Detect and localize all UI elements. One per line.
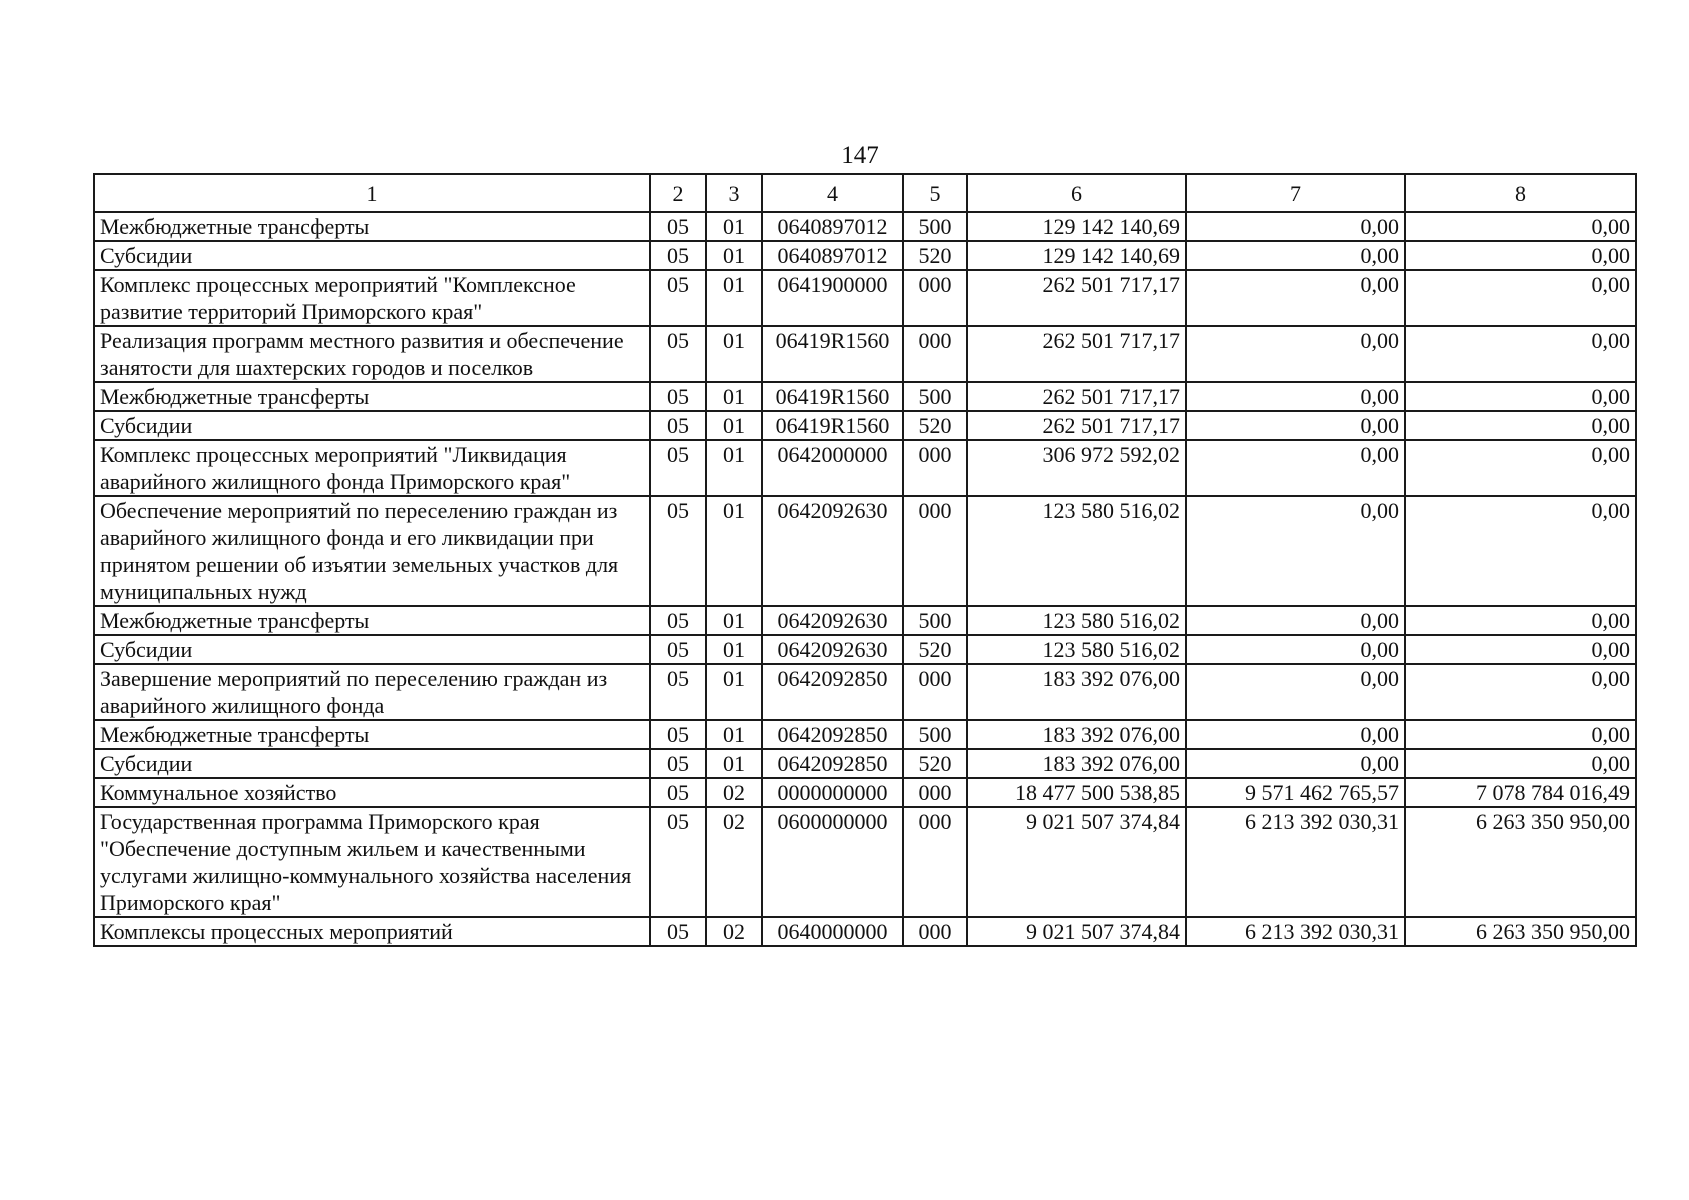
header-col-3: 3 [706,174,762,212]
section-code: 05 [650,807,706,917]
expense-type-code: 000 [903,807,967,917]
row-name: Комплекс процессных мероприятий "Ликвидация аварийного жилищного фонда Приморского края" [94,440,650,496]
amount-col-6: 262 501 717,17 [967,411,1186,440]
table-row [94,720,1636,749]
target-article-code: 0640897012 [762,212,903,241]
amount-col-8: 0,00 [1405,749,1636,778]
table-row [94,241,1636,270]
row-name: Субсидии [94,411,650,440]
amount-col-6: 129 142 140,69 [967,241,1186,270]
expense-type-code: 500 [903,720,967,749]
table-row [94,411,1636,440]
row-name: Коммунальное хозяйство [94,778,650,807]
amount-col-8: 0,00 [1405,212,1636,241]
amount-col-7: 0,00 [1186,440,1405,496]
row-name: Межбюджетные трансферты [94,212,650,241]
amount-col-7: 6 213 392 030,31 [1186,917,1405,946]
header-col-5: 5 [903,174,967,212]
subsection-code: 01 [706,664,762,720]
amount-col-8: 7 078 784 016,49 [1405,778,1636,807]
subsection-code: 01 [706,382,762,411]
expense-type-code: 000 [903,778,967,807]
target-article-code: 0642092850 [762,664,903,720]
table-row [94,382,1636,411]
amount-col-6: 123 580 516,02 [967,606,1186,635]
amount-col-6: 18 477 500 538,85 [967,778,1186,807]
amount-col-7: 9 571 462 765,57 [1186,778,1405,807]
section-code: 05 [650,270,706,326]
section-code: 05 [650,749,706,778]
subsection-code: 01 [706,720,762,749]
header-col-6: 6 [967,174,1186,212]
amount-col-8: 0,00 [1405,440,1636,496]
subsection-code: 01 [706,635,762,664]
amount-col-8: 0,00 [1405,411,1636,440]
section-code: 05 [650,496,706,606]
table-row [94,917,1636,946]
budget-table [93,173,1637,947]
row-name: Комплекс процессных мероприятий "Комплексное развитие территорий Приморского края" [94,270,650,326]
subsection-code: 02 [706,917,762,946]
section-code: 05 [650,635,706,664]
target-article-code: 0640897012 [762,241,903,270]
amount-col-8: 0,00 [1405,326,1636,382]
amount-col-6: 123 580 516,02 [967,496,1186,606]
amount-col-8: 0,00 [1405,496,1636,606]
amount-col-7: 0,00 [1186,212,1405,241]
subsection-code: 01 [706,440,762,496]
table-row [94,664,1636,720]
subsection-code: 02 [706,778,762,807]
subsection-code: 01 [706,326,762,382]
table-row [94,212,1636,241]
table-row [94,606,1636,635]
amount-col-7: 0,00 [1186,411,1405,440]
table-row [94,270,1636,326]
amount-col-8: 0,00 [1405,382,1636,411]
target-article-code: 0000000000 [762,778,903,807]
table-row [94,496,1636,606]
row-name: Комплексы процессных мероприятий [94,917,650,946]
subsection-code: 01 [706,496,762,606]
amount-col-8: 0,00 [1405,606,1636,635]
amount-col-6: 262 501 717,17 [967,270,1186,326]
expense-type-code: 520 [903,749,967,778]
header-col-4: 4 [762,174,903,212]
amount-col-6: 129 142 140,69 [967,212,1186,241]
amount-col-7: 0,00 [1186,270,1405,326]
target-article-code: 0642092630 [762,606,903,635]
table-body [94,212,1636,946]
row-name: Обеспечение мероприятий по переселению граждан из аварийного жилищного фонда и его ликвидации при принятом решении об изъятии земельных участков для муниципальных нужд [94,496,650,606]
amount-col-6: 306 972 592,02 [967,440,1186,496]
subsection-code: 01 [706,212,762,241]
row-name: Государственная программа Приморского края "Обеспечение доступным жильем и качественными услугами жилищно-коммунального хозяйства населения Приморского края" [94,807,650,917]
amount-col-6: 123 580 516,02 [967,635,1186,664]
table-row [94,326,1636,382]
amount-col-7: 0,00 [1186,635,1405,664]
amount-col-7: 6 213 392 030,31 [1186,807,1405,917]
section-code: 05 [650,326,706,382]
target-article-code: 0642092630 [762,635,903,664]
subsection-code: 02 [706,807,762,917]
subsection-code: 01 [706,241,762,270]
amount-col-6: 183 392 076,00 [967,720,1186,749]
subsection-code: 01 [706,270,762,326]
expense-type-code: 000 [903,440,967,496]
target-article-code: 06419R1560 [762,382,903,411]
section-code: 05 [650,778,706,807]
subsection-code: 01 [706,749,762,778]
amount-col-8: 6 263 350 950,00 [1405,917,1636,946]
amount-col-6: 9 021 507 374,84 [967,807,1186,917]
table-row [94,749,1636,778]
amount-col-7: 0,00 [1186,496,1405,606]
target-article-code: 06419R1560 [762,411,903,440]
target-article-code: 0642092630 [762,496,903,606]
target-article-code: 0641900000 [762,270,903,326]
amount-col-7: 0,00 [1186,720,1405,749]
amount-col-7: 0,00 [1186,241,1405,270]
amount-col-6: 183 392 076,00 [967,664,1186,720]
section-code: 05 [650,212,706,241]
row-name: Субсидии [94,241,650,270]
table-row [94,778,1636,807]
amount-col-7: 0,00 [1186,606,1405,635]
target-article-code: 0642092850 [762,720,903,749]
row-name: Завершение мероприятий по переселению граждан из аварийного жилищного фонда [94,664,650,720]
amount-col-7: 0,00 [1186,664,1405,720]
expense-type-code: 500 [903,606,967,635]
table-row [94,807,1636,917]
row-name: Межбюджетные трансферты [94,720,650,749]
target-article-code: 06419R1560 [762,326,903,382]
amount-col-6: 262 501 717,17 [967,326,1186,382]
amount-col-8: 0,00 [1405,720,1636,749]
amount-col-6: 9 021 507 374,84 [967,917,1186,946]
section-code: 05 [650,917,706,946]
amount-col-6: 183 392 076,00 [967,749,1186,778]
amount-col-7: 0,00 [1186,382,1405,411]
row-name: Реализация программ местного развития и обеспечение занятости для шахтерских городов и поселков [94,326,650,382]
header-col-8: 8 [1405,174,1636,212]
amount-col-7: 0,00 [1186,749,1405,778]
row-name: Субсидии [94,635,650,664]
section-code: 05 [650,664,706,720]
section-code: 05 [650,241,706,270]
expense-type-code: 000 [903,326,967,382]
table-row [94,635,1636,664]
section-code: 05 [650,606,706,635]
expense-type-code: 000 [903,270,967,326]
expense-type-code: 500 [903,382,967,411]
row-name: Межбюджетные трансферты [94,606,650,635]
expense-type-code: 000 [903,917,967,946]
table-row [94,440,1636,496]
subsection-code: 01 [706,411,762,440]
amount-col-7: 0,00 [1186,326,1405,382]
expense-type-code: 520 [903,635,967,664]
subsection-code: 01 [706,606,762,635]
section-code: 05 [650,440,706,496]
header-col-7: 7 [1186,174,1405,212]
header-col-1: 1 [94,174,650,212]
row-name: Субсидии [94,749,650,778]
amount-col-8: 6 263 350 950,00 [1405,807,1636,917]
amount-col-8: 0,00 [1405,664,1636,720]
header-col-2: 2 [650,174,706,212]
section-code: 05 [650,411,706,440]
expense-type-code: 520 [903,241,967,270]
expense-type-code: 000 [903,496,967,606]
amount-col-8: 0,00 [1405,635,1636,664]
section-code: 05 [650,720,706,749]
target-article-code: 0640000000 [762,917,903,946]
amount-col-8: 0,00 [1405,241,1636,270]
expense-type-code: 000 [903,664,967,720]
row-name: Межбюджетные трансферты [94,382,650,411]
target-article-code: 0642092850 [762,749,903,778]
target-article-code: 0642000000 [762,440,903,496]
expense-type-code: 500 [903,212,967,241]
amount-col-6: 262 501 717,17 [967,382,1186,411]
page-number: 147 [841,142,879,169]
expense-type-code: 520 [903,411,967,440]
target-article-code: 0600000000 [762,807,903,917]
section-code: 05 [650,382,706,411]
amount-col-8: 0,00 [1405,270,1636,326]
header-row [94,174,1636,212]
